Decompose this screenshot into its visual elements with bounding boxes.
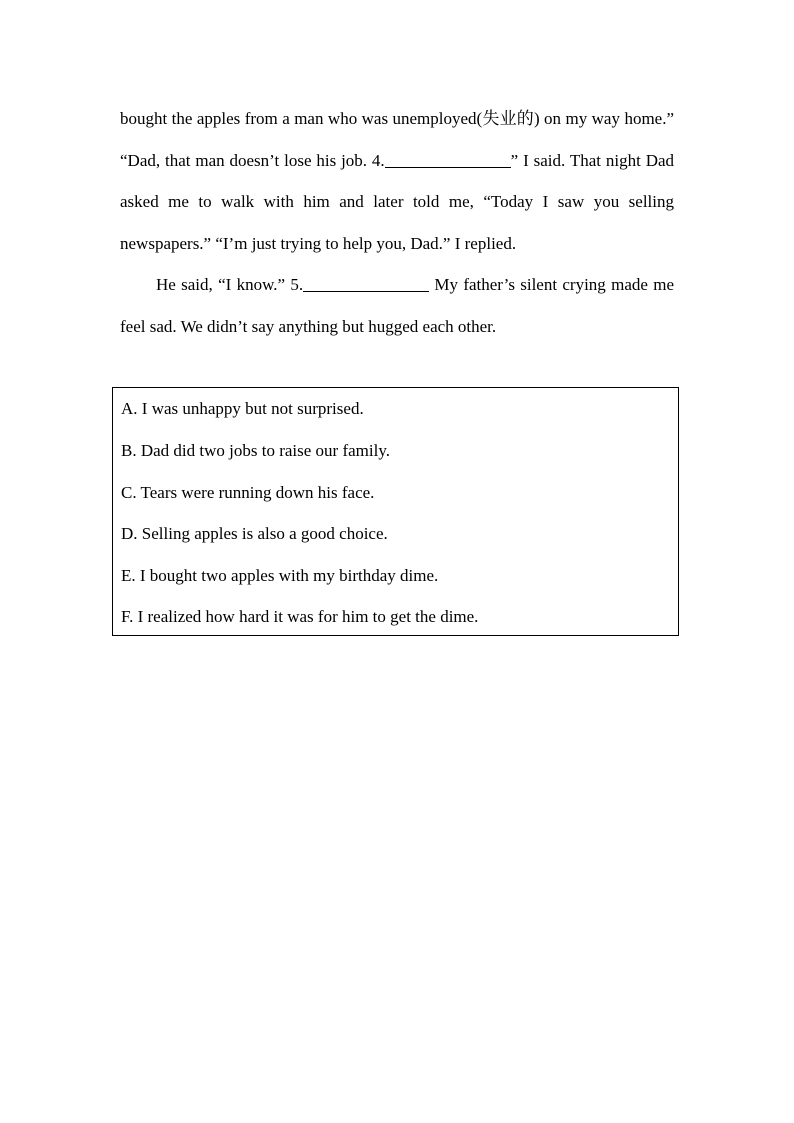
passage xyxy=(120,98,674,347)
passage-line: ” I said. xyxy=(510,150,566,170)
paragraph-1 xyxy=(120,98,674,264)
passage-line: That night Dad asked me to walk with him and later told me, “Today I xyxy=(120,150,675,211)
passage-line: replied. xyxy=(464,233,517,253)
answer-blank-5[interactable] xyxy=(303,273,429,292)
option-f: F. I realized how hard it was for him to get the dime. xyxy=(121,607,479,626)
passage-line: bought the apples from a man who was unemployed(失业的) on my way xyxy=(120,109,620,128)
answer-blank-4[interactable] xyxy=(385,149,511,168)
option-d: D. Selling apples is also a good choice. xyxy=(121,524,388,543)
passage-line: He said, “I know.” 5. xyxy=(156,275,304,294)
option-a: A. I was unhappy but not surprised. xyxy=(121,399,364,418)
option-e: E. I bought two apples with my birthday dime. xyxy=(121,566,439,585)
passage-line: home.” “Dad, that man doesn’t lose his job. 4. xyxy=(120,109,675,170)
option-b: B. Dad did two jobs to raise our family. xyxy=(121,441,390,460)
option-c: C. Tears were running down his face. xyxy=(121,483,375,502)
options-box xyxy=(112,387,679,636)
passage-line: saw you selling newspapers.” “I’m just trying to help you, Dad.” I xyxy=(120,192,674,253)
passage-line: me feel sad. We didn’t say anything but hugged each other. xyxy=(120,275,675,336)
paragraph-2 xyxy=(120,264,674,347)
passage-line: My father’s silent crying made xyxy=(429,275,648,294)
